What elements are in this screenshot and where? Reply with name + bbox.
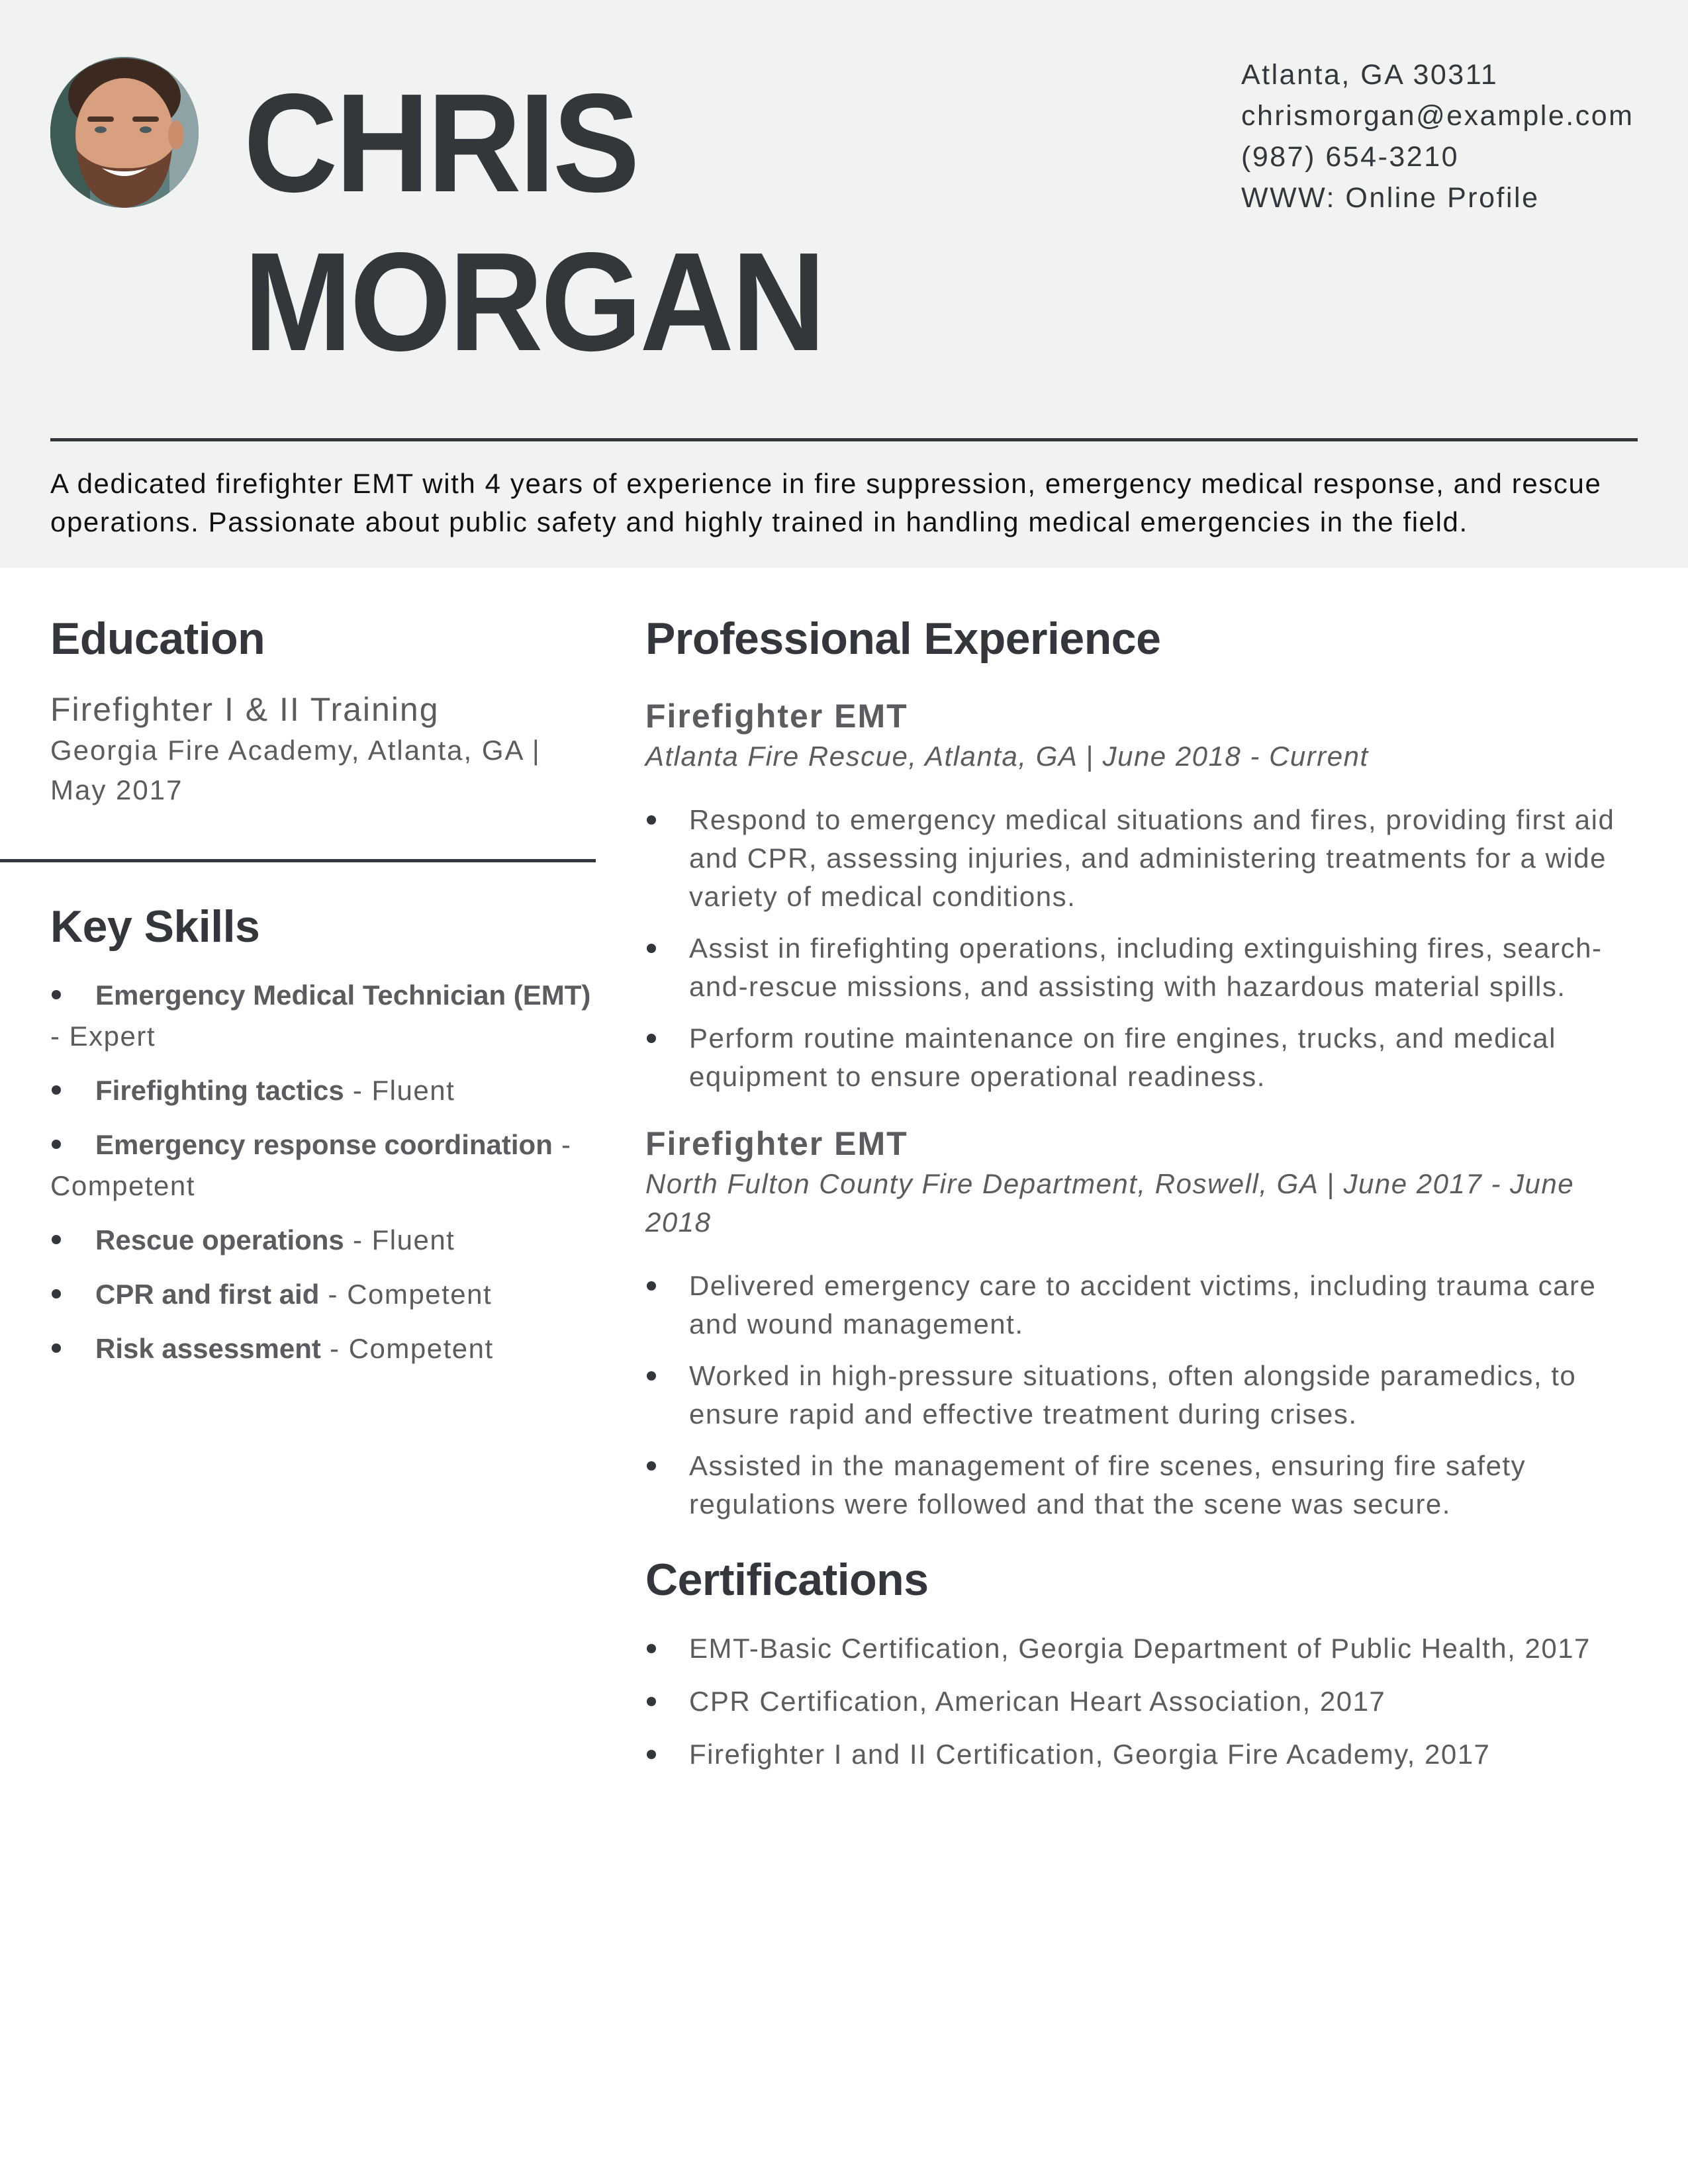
skill-level: Competent (348, 1333, 494, 1364)
skill-separator: - (344, 1224, 372, 1255)
skill-level: Fluent (371, 1224, 455, 1255)
skill-separator: - (50, 1021, 70, 1052)
job-entry (645, 695, 1645, 1096)
contact-address: Atlanta, GA 30311 (1241, 59, 1499, 91)
first-name: CHRIS (244, 64, 637, 221)
bullet-icon (52, 1343, 61, 1353)
job-entry (645, 1122, 1645, 1524)
skills-list (50, 975, 593, 1369)
skill-level: Fluent (371, 1075, 455, 1106)
skill-name: CPR and first aid (95, 1279, 320, 1310)
experience-column (645, 609, 1645, 1788)
skill-separator: - (344, 1075, 372, 1106)
skill-separator: - (320, 1333, 349, 1364)
job-title: Firefighter EMT (645, 698, 908, 735)
job-bullet (645, 1019, 1645, 1096)
job-bullets (645, 1267, 1645, 1524)
certification-text: Firefighter I and II Certification, Georgia Fire Academy, 2017 (689, 1739, 1491, 1770)
bullet-text: Assisted in the management of fire scenes, ensuring fire safety regulations were followed and that the scene was secure. (689, 1450, 1526, 1520)
contact-email[interactable]: chrismorgan@example.com (1241, 100, 1634, 132)
skill-name: Emergency response coordination (95, 1129, 553, 1160)
bullet-icon (647, 1371, 656, 1381)
skill-item (50, 975, 593, 1057)
bullet-icon (647, 815, 656, 825)
contact-info (1241, 54, 1634, 218)
skill-separator: - (319, 1279, 348, 1310)
professional-summary: A dedicated firefighter EMT with 4 years of experience in fire suppression, emergency medical response, and rescue operations. Passionate about public safety and highly trained in handling medical emergencies in the field. (50, 468, 1602, 537)
skill-level: Competent (347, 1279, 492, 1310)
certification-item (645, 1735, 1645, 1774)
profile-photo (50, 57, 199, 208)
education-school: Georgia Fire Academy, Atlanta, GA | May 2017 (50, 735, 541, 805)
bullet-icon (647, 1034, 656, 1043)
job-bullet (645, 1357, 1645, 1433)
job-meta: Atlanta Fire Rescue, Atlanta, GA | June 2018 - Current (645, 741, 1369, 772)
skill-separator: - (552, 1129, 572, 1160)
skill-item (50, 1274, 593, 1315)
bullet-icon (647, 944, 656, 953)
skill-level: Competent (50, 1170, 195, 1201)
bullet-icon (647, 1644, 656, 1653)
skill-item (50, 1328, 593, 1369)
bullet-text: Assist in firefighting operations, including extinguishing fires, search-and-rescue missions, and assisting with hazardous material spills. (689, 933, 1603, 1002)
skill-name: Risk assessment (95, 1333, 321, 1364)
candidate-name (244, 64, 823, 381)
bullet-icon (647, 1281, 656, 1291)
skill-item (50, 1124, 593, 1206)
left-column-divider (0, 859, 596, 862)
job-meta: North Fulton County Fire Department, Roswell, GA | June 2017 - June 2018 (645, 1168, 1575, 1238)
job-bullet (645, 1447, 1645, 1524)
education-heading: Education (50, 614, 265, 664)
bullet-icon (52, 1289, 61, 1298)
education-section (50, 609, 593, 810)
bullet-text: Worked in high-pressure situations, often alongside paramedics, to ensure rapid and effective treatment during crises. (689, 1360, 1577, 1430)
job-bullet (645, 1267, 1645, 1343)
certifications-heading: Certifications (645, 1555, 929, 1605)
skills-section (50, 897, 593, 1383)
bullet-icon (647, 1697, 656, 1706)
skill-level: Expert (69, 1021, 156, 1052)
contact-website[interactable]: WWW: Online Profile (1241, 182, 1540, 214)
job-title: Firefighter EMT (645, 1125, 908, 1162)
skill-name: Firefighting tactics (95, 1075, 344, 1106)
bullet-text: Perform routine maintenance on fire engines, trucks, and medical equipment to ensure operational readiness. (689, 1023, 1556, 1092)
job-bullet (645, 929, 1645, 1006)
skill-item (50, 1070, 593, 1111)
resume-header (0, 0, 1688, 568)
education-degree: Firefighter I & II Training (50, 691, 440, 728)
job-bullets (645, 801, 1645, 1096)
contact-phone[interactable]: (987) 654-3210 (1241, 141, 1460, 173)
bullet-icon (647, 1461, 656, 1471)
person-photo-icon (50, 57, 199, 208)
skill-name: Emergency Medical Technician (EMT) (95, 979, 591, 1011)
certifications-list (645, 1629, 1645, 1774)
last-name: MORGAN (244, 223, 823, 380)
bullet-text: Respond to emergency medical situations and fires, providing first aid and CPR, assessing injuries, and administering treatments for a wide variety of medical conditions. (689, 804, 1615, 912)
skills-heading: Key Skills (50, 901, 260, 952)
bullet-icon (647, 1750, 656, 1759)
certification-text: CPR Certification, American Heart Association, 2017 (689, 1686, 1386, 1717)
bullet-icon (52, 1235, 61, 1244)
header-divider (50, 438, 1638, 441)
bullet-icon (52, 990, 61, 999)
certification-text: EMT-Basic Certification, Georgia Department of Public Health, 2017 (689, 1633, 1591, 1664)
bullet-icon (52, 1085, 61, 1095)
bullet-icon (52, 1140, 61, 1149)
experience-heading: Professional Experience (645, 614, 1161, 664)
certification-item (645, 1682, 1645, 1721)
skill-item (50, 1220, 593, 1261)
skill-name: Rescue operations (95, 1224, 344, 1255)
bullet-text: Delivered emergency care to accident victims, including trauma care and wound management. (689, 1270, 1597, 1340)
job-bullet (645, 801, 1645, 916)
certification-item (645, 1629, 1645, 1668)
